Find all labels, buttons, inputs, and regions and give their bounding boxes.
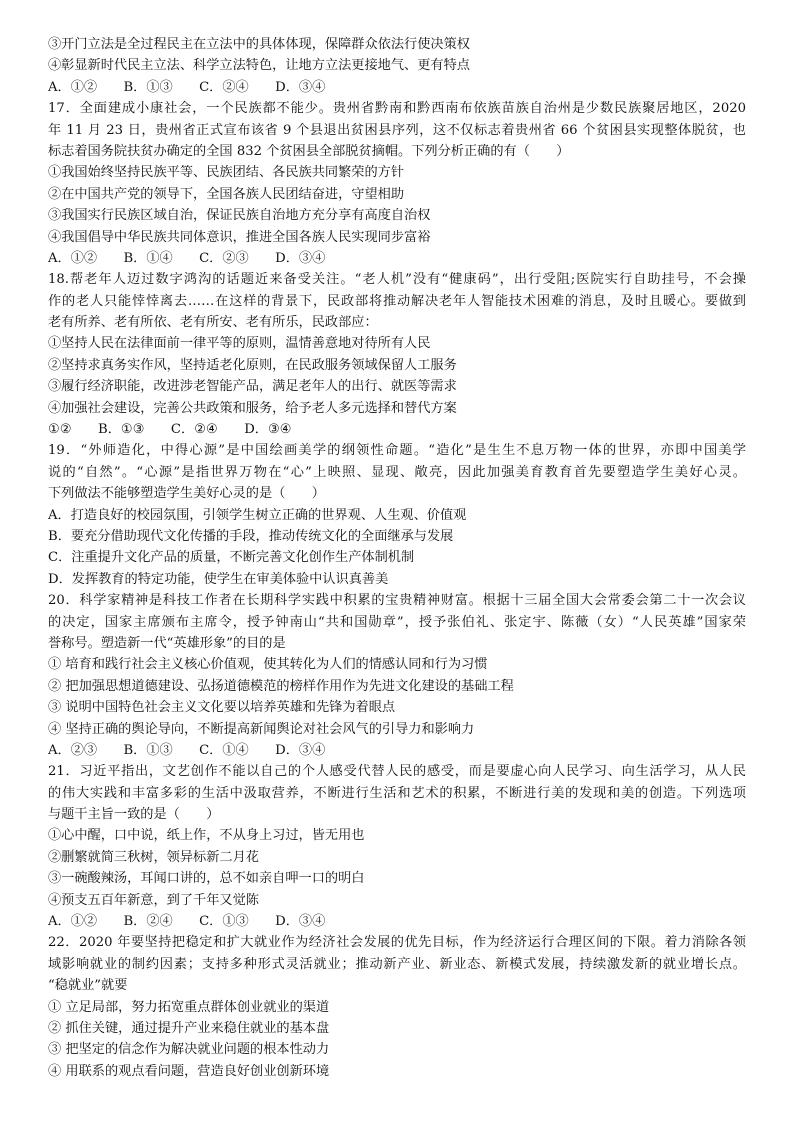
text-line: ④预支五百年新意，到了千年又觉陈 (48, 892, 259, 908)
question-20-stem: 的决定，国家主席颁布主席令，授予钟南山“共和国勋章”，授予张伯礼、张定宇、陈薇（女）“人民英雄”国家荣 (48, 614, 746, 630)
answer-options: A．①② B．①③ C．②④ D．③④ (48, 79, 326, 95)
question-21-stem: 与题干主旨一致的是（ ） (48, 807, 220, 823)
question-22-stem: “稳就业”就要 (48, 978, 128, 994)
choice-d: D．发挥教育的特定功能，使学生在审美体验中认识真善美 (48, 571, 389, 587)
text-line: ③ 把坚定的信念作为解决就业问题的根本性动力 (48, 1042, 330, 1058)
question-17-stem: 17．全面建成小康社会，一个民族都不能少。贵州省黔南和黔西南布依族苗族自治州是少数民族聚居地区，2020 (48, 101, 746, 117)
question-22-stem: 22．2020 年要坚持把稳定和扩大就业作为经济社会发展的优先目标，作为经济运行合理区间的下限。着力消除各领 (48, 935, 746, 951)
text-line: ②在中国共产党的领导下，全国各族人民团结奋进，守望相助 (48, 186, 405, 202)
text-line: ① 立足局部，努力拓宽重点群体创业就业的渠道 (48, 999, 330, 1015)
answer-options: A．①② B．①④ C．②③ D．③④ (48, 250, 326, 266)
choice-c: C．注重提升文化产品的质量，不断完善文化创作生产体制机制 (48, 550, 415, 566)
question-20-stem: 誉称号。塑造新一代“英雄形象”的目的是 (48, 635, 286, 651)
text-line: ①坚持人民在法律面前一律平等的原则，温情善意地对待所有人民 (48, 336, 431, 352)
text-line: ④ 用联系的观点看问题，营造良好创业创新环境 (48, 1063, 330, 1079)
text-line: ② 抓住关键，通过提升产业来稳住就业的基本盘 (48, 1020, 330, 1036)
text-line: ③开门立法是全过程民主在立法中的具体体现，保障群众依法行使决策权 (48, 37, 470, 52)
question-19-stem: 下列做法不能够塑造学生美好心灵的是（ ） (48, 486, 325, 502)
text-line: ④加强社会建设，完善公共政策和服务，给予老人多元选择和替代方案 (48, 400, 457, 416)
text-line: ③一碗酸辣汤，耳闻口讲的，总不如亲自呷一口的明白 (48, 871, 365, 887)
answer-options: A．①② B．②④ C．①③ D．③④ (48, 914, 326, 930)
question-22-stem: 域影响就业的制约因素；支持多种形式灵活就业；推动新产业、新业态、新模式发展，持续激发新的就业增长点。 (48, 956, 746, 972)
text-line: ③ 说明中国特色社会主义文化要以培养英雄和先锋为着眼点 (48, 700, 396, 716)
text-line: ④彰显新时代民主立法、科学立法特色，让地方立法更接地气、更有特点 (48, 58, 470, 74)
choice-a: A．打造良好的校园氛围，引领学生树立正确的世界观、人生观、价值观 (48, 507, 467, 523)
text-line: ④我国倡导中华民族共同体意识，推进全国各族人民实现同步富裕 (48, 229, 431, 245)
question-21-stem: 的伟大实践和丰富多彩的生活中汲取营养，不断进行生活和艺术的积累，不断进行美的发现和美的创造。下列选项 (48, 785, 746, 801)
question-19-stem: 说的“自然”。“心源”是指世界万物在“心”上映照、显现、敞亮，因此加强美育教育首先要塑造学生美好心灵。 (48, 464, 746, 480)
question-19-stem: 19．“外师造化，中得心源”是中国绘画美学的纲领性命题。“造化”是生生不息万物一体的世界，亦即中国美学 (48, 443, 746, 459)
text-line: ①心中醒，口中说，纸上作，不从身上习过，皆无用也 (48, 828, 365, 844)
choice-b: B．要充分借助现代文化传播的手段，推动传统文化的全面继承与发展 (48, 528, 454, 544)
question-17-stem: 年 11 月 23 日，贵州省正式宣布该省 9 个县退出贫困县序列，这不仅标志着贵州省 66 个贫困县实现整体脱贫，也 (48, 122, 746, 138)
question-17-stem: 标志着国务院扶贫办确定的全国 832 个贫困县全部脱贫摘帽。下列分析正确的有（ ） (48, 143, 570, 159)
text-line: ③我国实行民族区域自治，保证民族自治地方充分享有高度自治权 (48, 208, 431, 224)
text-line: ②坚持求真务实作风，坚持适老化原则，在民政服务领域保留人工服务 (48, 357, 457, 373)
question-21-stem: 21．习近平指出，文艺创作不能以自己的个人感受代替人民的感受，而是要虚心向人民学习、向生活学习，从人民 (48, 764, 746, 780)
question-20-stem: 20．科学家精神是科技工作者在长期科学实践中积累的宝贵精神财富。根据十三届全国大会常委会第二十一次会议 (48, 593, 746, 609)
text-line: ①我国始终坚持民族平等、民族团结、各民族共同繁荣的方针 (48, 165, 405, 181)
answer-options: A．②③ B．①③ C．①④ D．③④ (48, 742, 326, 758)
text-line: ① 培育和践行社会主义核心价值观，使其转化为人们的情感认同和行为习惯 (48, 657, 488, 673)
text-line: ③履行经济职能，改进涉老智能产品，满足老年人的出行、就医等需求 (48, 379, 457, 395)
answer-options: ①② B．①③ C．②④ D．③④ (48, 422, 292, 438)
question-18-stem: 18.帮老年人迈过数字鸿沟的话题近来备受关注。“老人机”没有“健康码”，出行受阻;医院实行自助挂号，不会操 (48, 272, 746, 288)
question-18-stem: 作的老人只能悻悻离去……在这样的背景下，民政部将推动解决老年人智能技术困难的消息，及时且暖心。要做到 (48, 293, 746, 309)
text-line: ②删繁就简三秋树，领异标新二月花 (48, 849, 259, 865)
text-line: ④ 坚持正确的舆论导向，不断提高新闻舆论对社会风气的引导力和影响力 (48, 721, 475, 737)
text-line: ② 把加强思想道德建设、弘扬道德模范的榜样作用作为先进文化建设的基础工程 (48, 678, 514, 694)
question-18-stem: 老有所养、老有所依、老有所安、老有所乐，民政部应： (48, 315, 378, 331)
